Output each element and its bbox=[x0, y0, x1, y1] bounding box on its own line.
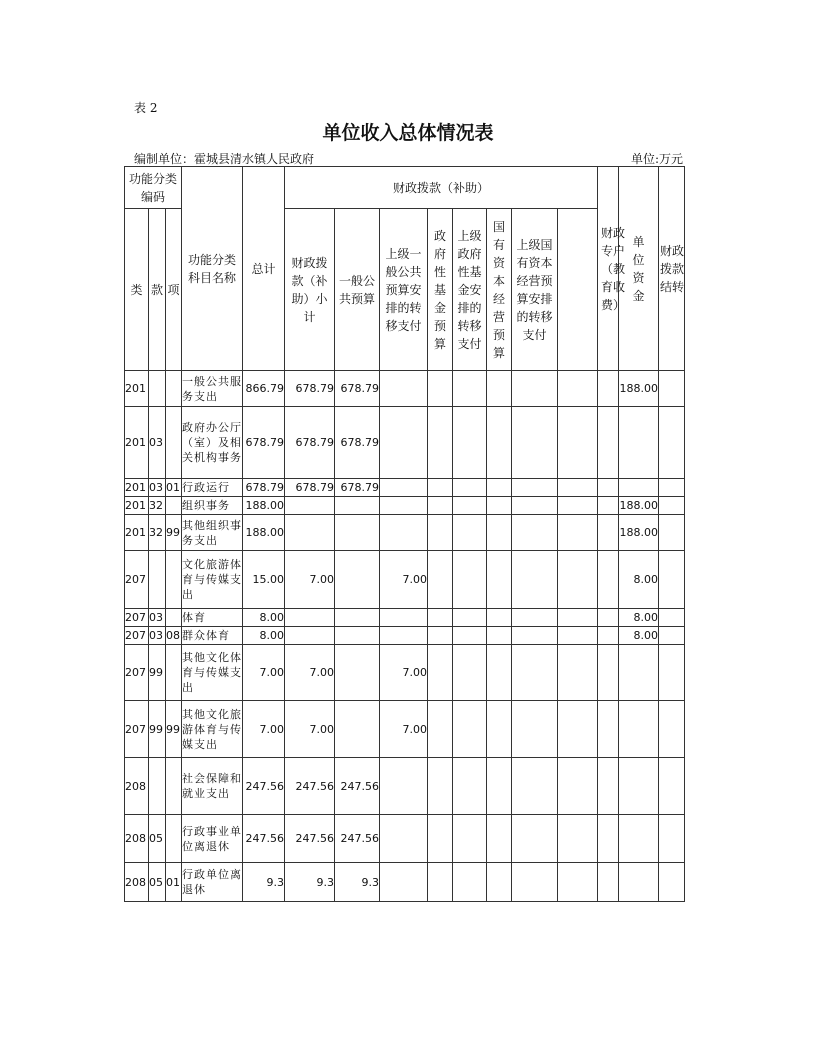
cell-unit-funds bbox=[598, 551, 619, 609]
cell-upper-state-capital-transfer bbox=[512, 701, 558, 758]
cell-general-budget bbox=[335, 497, 380, 515]
cell-gov-fund bbox=[428, 371, 453, 407]
cell-fiscal-subtotal: 678.79 bbox=[285, 407, 335, 479]
cell-upper-general-transfer: 7.00 bbox=[380, 551, 428, 609]
table-row bbox=[125, 645, 685, 701]
cell-name: 行政事业单位离退休 bbox=[182, 815, 243, 863]
cell-upper-state-capital-transfer bbox=[512, 371, 558, 407]
cell-state-capital bbox=[487, 371, 512, 407]
cell-non-fiscal-carryover bbox=[659, 515, 685, 551]
cell-fiscal-subtotal bbox=[285, 609, 335, 627]
cell-xiang bbox=[166, 645, 182, 701]
cell-upper-state-capital-transfer bbox=[512, 407, 558, 479]
table-row bbox=[125, 627, 685, 645]
cell-general-budget bbox=[335, 645, 380, 701]
cell-upper-general-transfer bbox=[380, 515, 428, 551]
cell-fiscal-subtotal: 7.00 bbox=[285, 645, 335, 701]
cell-general-budget bbox=[335, 609, 380, 627]
cell-non-fiscal-carryover bbox=[659, 701, 685, 758]
table-row bbox=[125, 479, 685, 497]
cell-fiscal-special bbox=[558, 479, 598, 497]
cell-gov-fund bbox=[428, 551, 453, 609]
cell-total: 7.00 bbox=[243, 645, 285, 701]
header-unit-funds: 单位资金 bbox=[619, 167, 659, 371]
cell-xiang bbox=[166, 609, 182, 627]
cell-state-capital bbox=[487, 497, 512, 515]
cell-upper-state-capital-transfer bbox=[512, 863, 558, 902]
cell-unit-funds bbox=[598, 479, 619, 497]
cell-fiscal-special bbox=[558, 863, 598, 902]
cell-total: 678.79 bbox=[243, 479, 285, 497]
header-general-budget: 一般公共预算 bbox=[335, 209, 380, 371]
cell-lei: 207 bbox=[125, 627, 149, 645]
cell-kuan bbox=[149, 371, 166, 407]
cell-kuan bbox=[149, 551, 166, 609]
cell-non-fiscal-carryover bbox=[659, 609, 685, 627]
cell-unit-funds bbox=[598, 407, 619, 479]
cell-lei: 201 bbox=[125, 515, 149, 551]
cell-unit-funds bbox=[598, 609, 619, 627]
cell-fiscal-subtotal bbox=[285, 627, 335, 645]
header-fiscal-subtotal: 财政拨款（补助）小计 bbox=[285, 209, 335, 371]
unit-label: 单位:万元 bbox=[630, 152, 683, 166]
cell-non-fiscal-carryover bbox=[659, 497, 685, 515]
cell-xiang bbox=[166, 758, 182, 815]
cell-xiang bbox=[166, 407, 182, 479]
cell-upper-gov-fund-transfer bbox=[453, 645, 487, 701]
cell-gov-fund bbox=[428, 497, 453, 515]
cell-upper-state-capital-transfer bbox=[512, 758, 558, 815]
cell-unit-funds bbox=[598, 627, 619, 645]
cell-name: 社会保障和就业支出 bbox=[182, 758, 243, 815]
cell-lei: 207 bbox=[125, 551, 149, 609]
cell-total: 188.00 bbox=[243, 515, 285, 551]
cell-unit-funds bbox=[598, 701, 619, 758]
cell-total: 9.3 bbox=[243, 863, 285, 902]
cell-fiscal-special bbox=[558, 758, 598, 815]
cell-upper-general-transfer bbox=[380, 609, 428, 627]
cell-fiscal-special bbox=[558, 627, 598, 645]
cell-upper-state-capital-transfer bbox=[512, 497, 558, 515]
cell-gov-fund bbox=[428, 701, 453, 758]
cell-name: 其他文化体育与传媒支出 bbox=[182, 645, 243, 701]
cell-total: 188.00 bbox=[243, 497, 285, 515]
cell-fiscal-carryover bbox=[619, 645, 659, 701]
cell-upper-gov-fund-transfer bbox=[453, 758, 487, 815]
cell-non-fiscal-carryover bbox=[659, 815, 685, 863]
table-row bbox=[125, 551, 685, 609]
header-fiscal-carryover: 财政拨款结转 bbox=[659, 167, 685, 371]
cell-upper-state-capital-transfer bbox=[512, 551, 558, 609]
cell-unit-funds bbox=[598, 758, 619, 815]
cell-fiscal-carryover bbox=[619, 701, 659, 758]
cell-non-fiscal-carryover bbox=[659, 758, 685, 815]
cell-unit-funds bbox=[598, 515, 619, 551]
cell-kuan: 99 bbox=[149, 645, 166, 701]
cell-gov-fund bbox=[428, 627, 453, 645]
cell-state-capital bbox=[487, 815, 512, 863]
cell-general-budget: 247.56 bbox=[335, 815, 380, 863]
cell-name: 体育 bbox=[182, 609, 243, 627]
header-gov-fund: 政府性基金预算 bbox=[428, 209, 453, 371]
cell-kuan: 32 bbox=[149, 515, 166, 551]
cell-fiscal-special bbox=[558, 701, 598, 758]
table-row bbox=[125, 371, 685, 407]
cell-total: 15.00 bbox=[243, 551, 285, 609]
cell-fiscal-carryover: 8.00 bbox=[619, 609, 659, 627]
cell-name: 行政单位离退休 bbox=[182, 863, 243, 902]
cell-lei: 201 bbox=[125, 479, 149, 497]
cell-fiscal-special bbox=[558, 497, 598, 515]
cell-upper-general-transfer bbox=[380, 627, 428, 645]
cell-fiscal-subtotal bbox=[285, 515, 335, 551]
cell-gov-fund bbox=[428, 815, 453, 863]
cell-unit-funds bbox=[598, 645, 619, 701]
header-total: 总计 bbox=[243, 167, 285, 371]
cell-fiscal-special bbox=[558, 645, 598, 701]
cell-fiscal-special bbox=[558, 407, 598, 479]
cell-general-budget bbox=[335, 551, 380, 609]
table-body bbox=[125, 371, 685, 902]
cell-lei: 208 bbox=[125, 863, 149, 902]
cell-upper-state-capital-transfer bbox=[512, 609, 558, 627]
cell-xiang: 99 bbox=[166, 515, 182, 551]
header-xiang: 项 bbox=[166, 209, 182, 371]
table-label: 表 2 bbox=[134, 101, 158, 115]
cell-unit-funds bbox=[598, 815, 619, 863]
cell-upper-gov-fund-transfer bbox=[453, 371, 487, 407]
cell-total: 678.79 bbox=[243, 407, 285, 479]
cell-upper-general-transfer bbox=[380, 497, 428, 515]
cell-kuan: 03 bbox=[149, 479, 166, 497]
table-row bbox=[125, 497, 685, 515]
cell-gov-fund bbox=[428, 863, 453, 902]
cell-upper-gov-fund-transfer bbox=[453, 863, 487, 902]
cell-lei: 201 bbox=[125, 371, 149, 407]
header-lei: 类 bbox=[125, 209, 149, 371]
cell-fiscal-carryover: 8.00 bbox=[619, 627, 659, 645]
cell-fiscal-subtotal: 247.56 bbox=[285, 758, 335, 815]
cell-upper-state-capital-transfer bbox=[512, 645, 558, 701]
cell-fiscal-subtotal bbox=[285, 497, 335, 515]
cell-state-capital bbox=[487, 863, 512, 902]
cell-total: 8.00 bbox=[243, 609, 285, 627]
cell-state-capital bbox=[487, 515, 512, 551]
cell-upper-gov-fund-transfer bbox=[453, 407, 487, 479]
cell-fiscal-subtotal: 9.3 bbox=[285, 863, 335, 902]
cell-fiscal-subtotal: 678.79 bbox=[285, 479, 335, 497]
cell-lei: 207 bbox=[125, 609, 149, 627]
cell-state-capital bbox=[487, 758, 512, 815]
header-fiscal-special: 财政专户（教育收费） bbox=[598, 167, 619, 371]
page-title: 单位收入总体情况表 bbox=[322, 122, 494, 144]
cell-fiscal-carryover: 188.00 bbox=[619, 371, 659, 407]
cell-state-capital bbox=[487, 551, 512, 609]
cell-xiang bbox=[166, 815, 182, 863]
cell-upper-gov-fund-transfer bbox=[453, 627, 487, 645]
cell-non-fiscal-carryover bbox=[659, 371, 685, 407]
cell-lei: 207 bbox=[125, 701, 149, 758]
header-func-name: 功能分类科目名称 bbox=[182, 167, 243, 371]
cell-gov-fund bbox=[428, 758, 453, 815]
cell-total: 7.00 bbox=[243, 701, 285, 758]
table-row bbox=[125, 609, 685, 627]
cell-fiscal-carryover: 8.00 bbox=[619, 551, 659, 609]
cell-upper-gov-fund-transfer bbox=[453, 609, 487, 627]
cell-kuan: 99 bbox=[149, 701, 166, 758]
cell-upper-general-transfer: 7.00 bbox=[380, 701, 428, 758]
cell-fiscal-special bbox=[558, 371, 598, 407]
cell-unit-funds bbox=[598, 863, 619, 902]
cell-fiscal-subtotal: 678.79 bbox=[285, 371, 335, 407]
header-func-code: 功能分类编码 bbox=[125, 167, 182, 209]
cell-general-budget: 678.79 bbox=[335, 371, 380, 407]
cell-upper-gov-fund-transfer bbox=[453, 701, 487, 758]
table-row bbox=[125, 863, 685, 902]
income-table bbox=[124, 166, 685, 902]
cell-total: 247.56 bbox=[243, 758, 285, 815]
cell-fiscal-carryover bbox=[619, 407, 659, 479]
cell-fiscal-subtotal: 7.00 bbox=[285, 551, 335, 609]
prepared-by: 编制单位：霍城县清水镇人民政府 bbox=[134, 152, 315, 166]
cell-fiscal-carryover: 188.00 bbox=[619, 497, 659, 515]
cell-upper-general-transfer bbox=[380, 863, 428, 902]
cell-unit-funds bbox=[598, 497, 619, 515]
cell-state-capital bbox=[487, 407, 512, 479]
cell-unit-funds bbox=[598, 371, 619, 407]
cell-non-fiscal-carryover bbox=[659, 863, 685, 902]
cell-upper-general-transfer bbox=[380, 815, 428, 863]
cell-upper-state-capital-transfer bbox=[512, 815, 558, 863]
cell-kuan: 03 bbox=[149, 407, 166, 479]
cell-gov-fund bbox=[428, 407, 453, 479]
cell-lei: 208 bbox=[125, 758, 149, 815]
cell-upper-state-capital-transfer bbox=[512, 479, 558, 497]
cell-total: 866.79 bbox=[243, 371, 285, 407]
cell-fiscal-carryover bbox=[619, 815, 659, 863]
cell-name: 行政运行 bbox=[182, 479, 243, 497]
cell-fiscal-special bbox=[558, 609, 598, 627]
cell-gov-fund bbox=[428, 515, 453, 551]
cell-name: 文化旅游体育与传媒支出 bbox=[182, 551, 243, 609]
cell-upper-general-transfer bbox=[380, 371, 428, 407]
header-kuan: 款 bbox=[149, 209, 166, 371]
header-upper-general-transfer: 上级一般公共预算安排的转移支付 bbox=[380, 209, 428, 371]
cell-fiscal-special bbox=[558, 551, 598, 609]
cell-fiscal-carryover bbox=[619, 863, 659, 902]
cell-xiang bbox=[166, 551, 182, 609]
cell-upper-state-capital-transfer bbox=[512, 627, 558, 645]
cell-non-fiscal-carryover bbox=[659, 479, 685, 497]
cell-kuan: 03 bbox=[149, 627, 166, 645]
cell-gov-fund bbox=[428, 609, 453, 627]
cell-state-capital bbox=[487, 645, 512, 701]
cell-upper-general-transfer bbox=[380, 479, 428, 497]
cell-xiang: 01 bbox=[166, 479, 182, 497]
cell-kuan: 05 bbox=[149, 863, 166, 902]
cell-lei: 208 bbox=[125, 815, 149, 863]
cell-name: 政府办公厅（室）及相关机构事务 bbox=[182, 407, 243, 479]
cell-name: 组织事务 bbox=[182, 497, 243, 515]
cell-upper-gov-fund-transfer bbox=[453, 815, 487, 863]
cell-non-fiscal-carryover bbox=[659, 627, 685, 645]
cell-state-capital bbox=[487, 479, 512, 497]
header-fiscal-group: 财政拨款（补助） bbox=[285, 167, 598, 209]
cell-upper-gov-fund-transfer bbox=[453, 497, 487, 515]
cell-fiscal-carryover bbox=[619, 479, 659, 497]
cell-gov-fund bbox=[428, 645, 453, 701]
header-upper-state-capital-transfer: 上级国有资本经营预算安排的转移支付 bbox=[512, 209, 558, 371]
table-row bbox=[125, 758, 685, 815]
cell-xiang: 01 bbox=[166, 863, 182, 902]
cell-non-fiscal-carryover bbox=[659, 551, 685, 609]
cell-general-budget: 247.56 bbox=[335, 758, 380, 815]
cell-lei: 201 bbox=[125, 407, 149, 479]
cell-total: 8.00 bbox=[243, 627, 285, 645]
cell-kuan: 32 bbox=[149, 497, 166, 515]
cell-upper-general-transfer bbox=[380, 407, 428, 479]
table-row bbox=[125, 407, 685, 479]
cell-general-budget bbox=[335, 701, 380, 758]
cell-general-budget: 678.79 bbox=[335, 407, 380, 479]
cell-fiscal-special bbox=[558, 815, 598, 863]
cell-kuan: 03 bbox=[149, 609, 166, 627]
cell-xiang bbox=[166, 497, 182, 515]
cell-total: 247.56 bbox=[243, 815, 285, 863]
cell-fiscal-carryover bbox=[619, 758, 659, 815]
cell-upper-gov-fund-transfer bbox=[453, 551, 487, 609]
cell-fiscal-subtotal: 247.56 bbox=[285, 815, 335, 863]
cell-kuan: 05 bbox=[149, 815, 166, 863]
cell-fiscal-subtotal: 7.00 bbox=[285, 701, 335, 758]
table-row bbox=[125, 701, 685, 758]
cell-lei: 201 bbox=[125, 497, 149, 515]
cell-name: 其他组织事务支出 bbox=[182, 515, 243, 551]
cell-non-fiscal-carryover bbox=[659, 407, 685, 479]
cell-kuan bbox=[149, 758, 166, 815]
cell-state-capital bbox=[487, 609, 512, 627]
cell-name: 群众体育 bbox=[182, 627, 243, 645]
cell-gov-fund bbox=[428, 479, 453, 497]
cell-general-budget bbox=[335, 627, 380, 645]
table-row bbox=[125, 815, 685, 863]
cell-general-budget: 678.79 bbox=[335, 479, 380, 497]
cell-upper-gov-fund-transfer bbox=[453, 479, 487, 497]
cell-lei: 207 bbox=[125, 645, 149, 701]
cell-name: 其他文化旅游体育与传媒支出 bbox=[182, 701, 243, 758]
cell-state-capital bbox=[487, 701, 512, 758]
cell-upper-gov-fund-transfer bbox=[453, 515, 487, 551]
cell-xiang: 99 bbox=[166, 701, 182, 758]
header-state-capital: 国有资本经营预算 bbox=[487, 209, 512, 371]
cell-state-capital bbox=[487, 627, 512, 645]
cell-general-budget bbox=[335, 515, 380, 551]
cell-xiang bbox=[166, 371, 182, 407]
cell-upper-general-transfer bbox=[380, 758, 428, 815]
cell-general-budget: 9.3 bbox=[335, 863, 380, 902]
cell-upper-general-transfer: 7.00 bbox=[380, 645, 428, 701]
cell-xiang: 08 bbox=[166, 627, 182, 645]
cell-name: 一般公共服务支出 bbox=[182, 371, 243, 407]
cell-upper-state-capital-transfer bbox=[512, 515, 558, 551]
header-upper-gov-fund-transfer: 上级政府性基金安排的转移支付 bbox=[453, 209, 487, 371]
table-row bbox=[125, 515, 685, 551]
cell-fiscal-special bbox=[558, 515, 598, 551]
cell-non-fiscal-carryover bbox=[659, 645, 685, 701]
cell-fiscal-carryover: 188.00 bbox=[619, 515, 659, 551]
